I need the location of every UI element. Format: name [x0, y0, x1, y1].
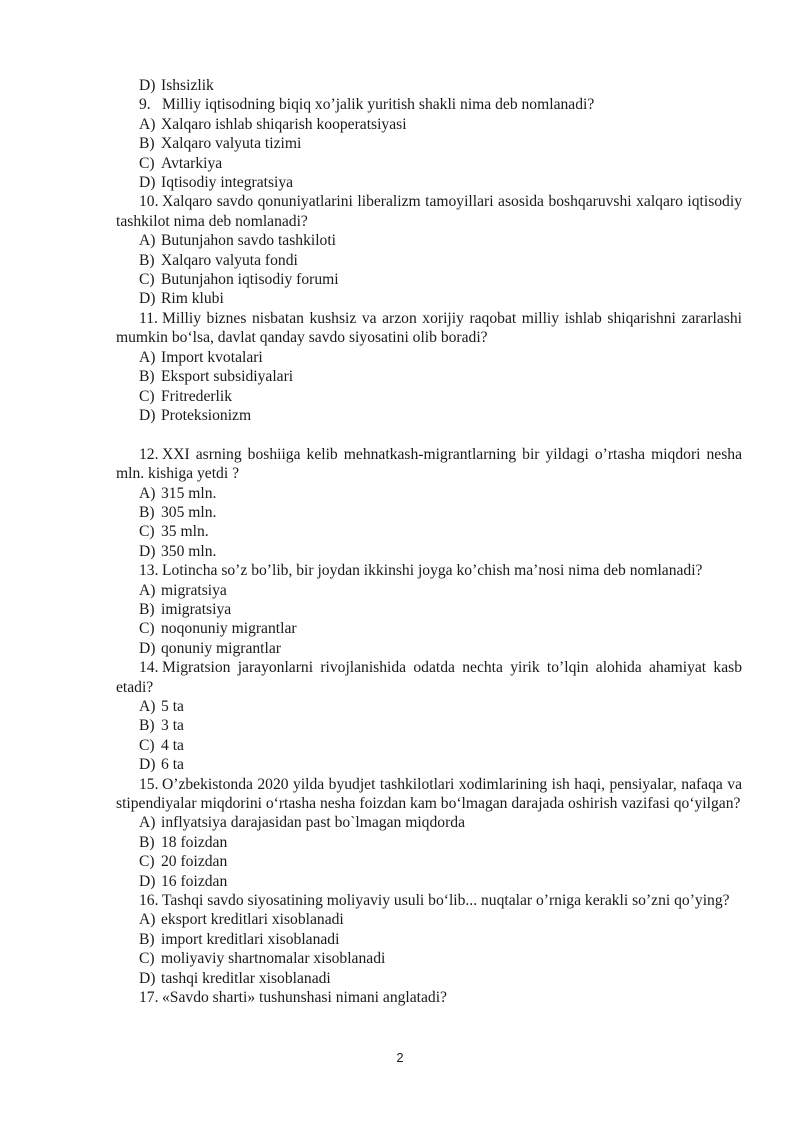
option-letter: B) [139, 930, 155, 948]
page-number: 2 [396, 1050, 404, 1065]
answer-option [116, 813, 742, 832]
answer-option [116, 289, 742, 308]
question-number: 16. [139, 892, 159, 910]
option-letter: D) [139, 542, 156, 560]
answer-option [116, 115, 742, 134]
option-letter: B) [139, 368, 155, 386]
question-item [116, 309, 742, 348]
option-text: Proteksionizm [161, 406, 252, 424]
option-letter: D) [139, 290, 156, 308]
option-letter: C) [139, 387, 155, 405]
question-item [116, 891, 742, 910]
option-letter: D) [139, 174, 156, 192]
blank-line [116, 425, 742, 444]
option-letter: D) [139, 969, 156, 987]
option-text: noqonuniy migrantlar [161, 620, 297, 638]
option-letter: C) [139, 620, 155, 638]
option-text: 305 mln. [161, 503, 217, 521]
answer-option [116, 134, 742, 153]
answer-option [116, 348, 742, 367]
answer-option [116, 76, 742, 95]
question-text: XXI asrning boshiiga kelib mehnatkash-migrantlarning bir yildagi o’rtasha miqdori nesha mln. kishiga yetdi ? [116, 445, 742, 483]
answer-option [116, 542, 742, 561]
answer-option [116, 387, 742, 406]
question-number: 13. [139, 562, 159, 580]
answer-option [116, 639, 742, 658]
option-letter: A) [139, 581, 156, 599]
question-item [116, 95, 742, 114]
option-text: eksport kreditlari xisoblanadi [161, 911, 344, 929]
option-letter: B) [139, 717, 155, 735]
answer-option [116, 930, 742, 949]
answer-option [116, 251, 742, 270]
option-letter: C) [139, 154, 155, 172]
option-text: 6 ta [161, 756, 184, 774]
option-letter: B) [139, 135, 155, 153]
option-text: Rim klubi [161, 290, 224, 308]
answer-option [116, 503, 742, 522]
answer-option [116, 231, 742, 250]
option-letter: C) [139, 950, 155, 968]
question-item [116, 445, 742, 484]
answer-option [116, 581, 742, 600]
option-letter: A) [139, 697, 156, 715]
question-item [116, 658, 742, 697]
option-text: 5 ta [161, 697, 184, 715]
option-letter: D) [139, 872, 156, 890]
option-letter: A) [139, 911, 156, 929]
question-number: 15. [139, 775, 159, 793]
question-text: Milliy iqtisodning biqiq xo’jalik yuritish shakli nima deb nomlanadi? [162, 96, 595, 114]
option-letter: A) [139, 348, 156, 366]
answer-option [116, 716, 742, 735]
option-text: qonuniy migrantlar [161, 639, 281, 657]
option-text: moliyaviy shartnomalar xisoblanadi [161, 950, 386, 968]
question-text: Xalqaro savdo qonuniyatlarini liberalizm tamoyillari asosida boshqaruvshi xalqaro iqtisodiy tashkilot nima deb nomlanadi? [116, 193, 742, 230]
answer-option [116, 367, 742, 386]
question-item [116, 775, 742, 814]
option-text: Eksport subsidiyalari [161, 368, 294, 386]
option-letter: C) [139, 853, 155, 871]
question-text: «Savdo sharti» tushunshasi nimani anglatadi? [162, 989, 447, 1007]
option-text: 20 foizdan [161, 853, 228, 871]
option-letter: C) [139, 736, 155, 754]
option-letter: A) [139, 814, 156, 832]
answer-option [116, 949, 742, 968]
question-item [116, 561, 742, 580]
option-letter: C) [139, 523, 155, 541]
option-text: 350 mln. [161, 542, 217, 560]
question-text: Migratsion jarayonlarni rivojlanishida odatda nechta yirik to’lqin alohida ahamiyat kasb etadi? [116, 659, 742, 696]
answer-option [116, 910, 742, 929]
question-number: 12. [139, 445, 159, 463]
question-item [116, 988, 742, 1007]
answer-option [116, 736, 742, 755]
option-text: import kreditlari xisoblanadi [161, 930, 340, 948]
option-text: 18 foizdan [161, 833, 228, 851]
option-text: tashqi kreditlar xisoblanadi [161, 969, 331, 987]
answer-option [116, 755, 742, 774]
question-text: Lotincha so’z bo’lib, bir joydan ikkinshi joyga ko’chish ma’nosi nima deb nomlanadi? [162, 562, 703, 580]
option-letter: A) [139, 115, 156, 133]
option-text: Xalqaro ishlab shiqarish kooperatsiyasi [161, 115, 407, 133]
answer-option [116, 833, 742, 852]
question-text: O’zbekistonda 2020 yilda byudjet tashkilotlari xodimlarining ish haqi, pensiyalar, nafaqa va stipendiyalar miqdorini o‘rtasha nesha foizdan kam bo‘lmagan darajada oshirish vazifasi qo‘yilgan? [116, 775, 742, 813]
option-letter: B) [139, 251, 155, 269]
option-letter: A) [139, 232, 156, 250]
option-letter: B) [139, 503, 155, 521]
option-text: 4 ta [161, 736, 184, 754]
answer-option [116, 484, 742, 503]
answer-option [116, 600, 742, 619]
option-letter: D) [139, 77, 156, 94]
question-item [116, 192, 742, 231]
option-text: 315 mln. [161, 484, 217, 502]
question-text: Milliy biznes nisbatan kushsiz va arzon xorijiy raqobat milliy ishlab shiqarishni zararlashi mumkin bo‘lsa, davlat qanday savdo siyosatini olib boradi? [116, 309, 742, 347]
question-number: 10. [139, 193, 159, 211]
option-letter: D) [139, 639, 156, 657]
option-text: Import kvotalari [161, 348, 263, 366]
option-text: imigratsiya [161, 600, 232, 618]
question-text: Tashqi savdo siyosatining moliyaviy usuli bo‘lib... nuqtalar o’rniga kerakli so’zni qo’ying? [162, 892, 730, 910]
answer-option [116, 619, 742, 638]
option-letter: A) [139, 484, 156, 502]
option-text: Ishsizlik [161, 77, 214, 94]
answer-option [116, 173, 742, 192]
option-text: Iqtisodiy integratsiya [161, 174, 294, 192]
answer-option [116, 522, 742, 541]
question-number: 17. [139, 989, 159, 1007]
option-text: Xalqaro valyuta fondi [161, 251, 298, 269]
option-letter: D) [139, 756, 156, 774]
answer-option [116, 270, 742, 289]
question-number: 11. [139, 309, 158, 327]
option-text: inflyatsiya darajasidan past bo`lmagan miqdorda [161, 814, 465, 832]
option-text: 3 ta [161, 717, 184, 735]
option-text: Fritrederlik [161, 387, 233, 405]
document-page [116, 76, 742, 1007]
option-letter: B) [139, 600, 155, 618]
option-text: 35 mln. [161, 523, 209, 541]
answer-option [116, 697, 742, 716]
option-letter: B) [139, 833, 155, 851]
answer-option [116, 969, 742, 988]
option-text: 16 foizdan [161, 872, 228, 890]
question-number: 14. [139, 659, 159, 677]
option-text: Butunjahon iqtisodiy forumi [161, 271, 339, 289]
answer-option [116, 154, 742, 173]
option-text: Avtarkiya [161, 154, 223, 172]
answer-option [116, 852, 742, 871]
option-text: Xalqaro valyuta tizimi [161, 135, 302, 153]
option-text: Butunjahon savdo tashkiloti [161, 232, 336, 250]
question-number: 9. [139, 96, 151, 114]
option-text: migratsiya [161, 581, 227, 599]
option-letter: D) [139, 406, 156, 424]
option-letter: C) [139, 271, 155, 289]
answer-option [116, 872, 742, 891]
answer-option [116, 406, 742, 425]
